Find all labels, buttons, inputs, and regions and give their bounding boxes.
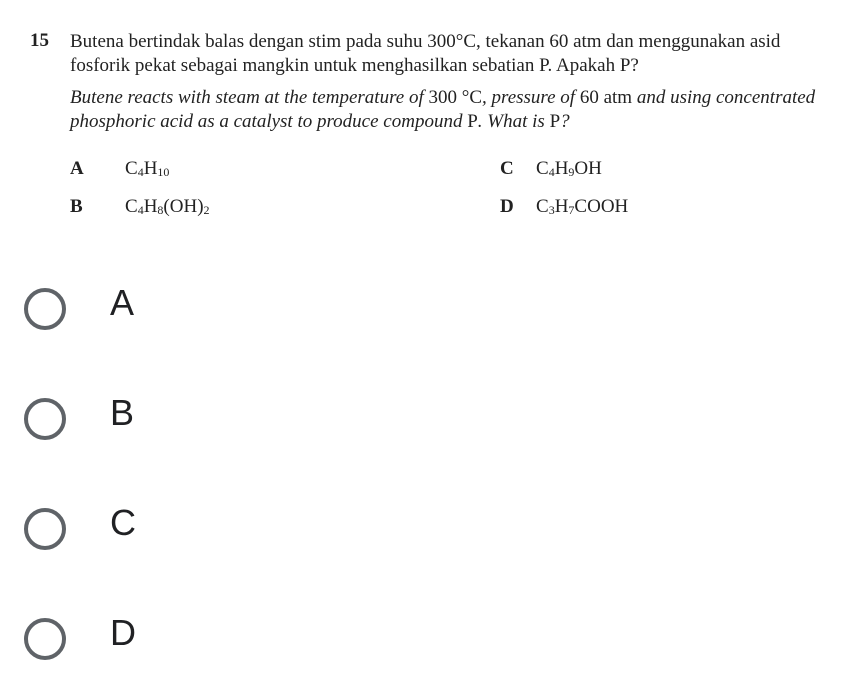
choice-letter: D <box>500 196 514 217</box>
question-text-malay: Butena bertindak balas dengan stim pada suhu 300°C, tekanan 60 atm dan menggunakan asid fosforik pekat sebagai mangkin untuk menghasilkan sebatian P. Apakah P? <box>70 31 781 76</box>
radio-button-icon[interactable] <box>24 508 66 550</box>
choice-letter: C <box>500 158 514 179</box>
question-text-english <box>70 86 830 134</box>
choice-formula: $C_3H_7COOH$ <box>536 196 629 217</box>
choice-letter: A <box>70 158 84 179</box>
radio-button-icon[interactable] <box>24 398 66 440</box>
answer-option-a[interactable] <box>0 278 841 378</box>
english-text-3: and using concentrated phosphoric acid as a catalyst to produce compound <box>70 87 816 132</box>
answer-option-label: D <box>110 612 136 653</box>
question-number: 15 <box>30 30 49 51</box>
answer-option-label: B <box>110 392 135 433</box>
english-text-4: . What is <box>477 111 550 132</box>
answer-option-label: A <box>110 282 135 323</box>
english-text-1: Butene reacts with steam at the temperature of <box>70 87 429 108</box>
english-compound-2: P <box>549 111 561 132</box>
answer-option-d[interactable] <box>0 608 841 687</box>
english-text-5: ? <box>560 111 570 132</box>
answer-option-c[interactable] <box>0 498 841 598</box>
english-text-2: , pressure of <box>482 87 580 108</box>
choice-formula: $C_4H_{10}$ <box>125 158 170 179</box>
choice-formula: $C_4H_8(OH)_2$ <box>125 196 210 217</box>
english-temperature: 300 °C <box>428 87 482 108</box>
question-image <box>0 0 841 250</box>
radio-button-icon[interactable] <box>24 288 66 330</box>
choice-letter: B <box>70 196 83 217</box>
english-compound: P <box>467 111 478 132</box>
choice-formula: $C_4H_9OH$ <box>536 158 602 179</box>
answer-option-label: C <box>110 502 136 543</box>
english-pressure: 60 atm <box>579 87 633 108</box>
radio-button-icon[interactable] <box>24 618 66 660</box>
answer-option-b[interactable] <box>0 388 841 488</box>
